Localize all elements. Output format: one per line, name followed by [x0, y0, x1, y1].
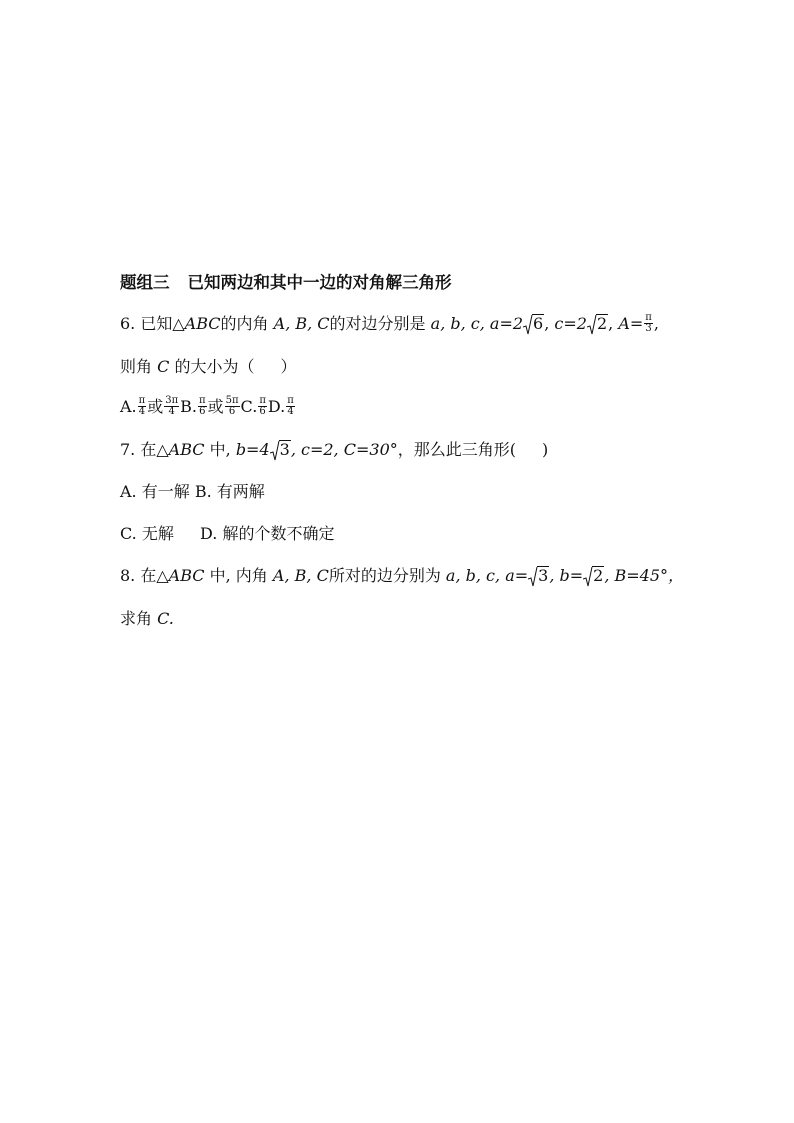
question-6-options: [120, 397, 296, 418]
q7-option-D: D. 解的个数不确定: [200, 524, 335, 543]
q8-angles: A, B, C: [272, 566, 329, 585]
frac-num: π: [259, 395, 266, 406]
question-8-line-1: [120, 566, 684, 586]
frac-num: 3π: [165, 395, 179, 406]
q6-A-fraction: [644, 313, 653, 334]
q6-option-B-frac2: [225, 396, 240, 417]
q6-option-A-frac2: [164, 396, 179, 417]
q6-option-A-frac1: [138, 396, 147, 417]
section-heading: [120, 273, 452, 293]
q6-line2-C: C: [157, 357, 170, 376]
q6-option-B-frac1: [198, 396, 207, 417]
q7-c-eq: , c=2,: [290, 440, 339, 459]
frac-den: 4: [138, 406, 146, 417]
q7-C-eq: C=30°: [343, 440, 398, 459]
q7-option-A: A. 有一解: [120, 482, 190, 501]
frac-den: 6: [228, 406, 236, 417]
q7-b-sqrt: [270, 440, 291, 460]
q7-number: 7.: [120, 440, 136, 459]
q8-text-b: 中, 内角: [209, 566, 268, 585]
question-7-options-row-1: [120, 482, 265, 502]
q6-c-radicand: 2: [596, 314, 608, 333]
q8-a-radicand: 3: [538, 566, 549, 585]
question-6-line-2: [120, 357, 296, 377]
q6-option-A-label: A.: [120, 397, 137, 416]
q6-a-radicand: 6: [533, 314, 544, 333]
q6-line2-a: 则角: [120, 357, 153, 376]
question-7-options-row-2: [120, 524, 334, 544]
frac-num: π: [287, 395, 294, 406]
frac-den: 4: [168, 406, 175, 417]
q8-number: 8.: [120, 566, 136, 585]
q6-text-c: 的对边分别是: [329, 314, 426, 333]
q8-a-sqrt: [528, 566, 549, 586]
q8-text-a: 在△: [140, 566, 169, 585]
q7-text-d: ): [542, 440, 549, 459]
q7-triangle: ABC: [168, 440, 205, 459]
frac-den: 6: [259, 406, 266, 417]
question-8-line-2: [120, 609, 174, 629]
frac-den: 4: [287, 406, 294, 417]
q7-option-C: C. 无解: [120, 524, 174, 543]
q6-angles: A, B, C: [273, 314, 330, 333]
q6-A-den: 3: [645, 323, 652, 334]
q6-a-eq: a=2: [489, 314, 524, 333]
q6-triangle: ABC: [184, 314, 221, 333]
q6-c-sqrt: [587, 314, 608, 334]
frac-den: 6: [199, 406, 206, 417]
q8-line2: 求角: [120, 609, 153, 628]
q6-number: 6.: [120, 314, 136, 333]
frac-num: π: [138, 395, 146, 406]
q6-c-eq: c=2: [554, 314, 587, 333]
frac-num: π: [199, 395, 206, 406]
q8-B-eq: , B=45°，: [604, 566, 685, 585]
q8-triangle: ABC: [168, 566, 205, 585]
q8-b-sqrt: [583, 566, 604, 586]
q7-b-radicand: 3: [279, 440, 290, 459]
q8-b-radicand: 2: [593, 566, 604, 585]
section-title: 已知两边和其中一边的对角解三角形: [187, 273, 452, 292]
q8-text-c: 所对的边分别为: [328, 566, 441, 585]
q6-line2-b: 的大小为（: [174, 357, 255, 376]
q6-option-A-or: 或: [147, 397, 164, 416]
q8-sides: a, b, c,: [445, 566, 501, 585]
q8-line2-C: C.: [157, 609, 174, 628]
section-label: 题组三: [120, 273, 170, 292]
q7-text-c: ，那么此三角形(: [397, 440, 516, 459]
q6-a-sqrt: [523, 314, 544, 334]
q6-text-a: 已知△: [140, 314, 185, 333]
q7-option-B: B. 有两解: [194, 482, 265, 501]
q6-option-B-label: B.: [180, 397, 198, 416]
q6-option-B-or: 或: [207, 397, 224, 416]
q6-text-b: 的内角: [220, 314, 269, 333]
question-7-line-1: [120, 440, 548, 460]
q7-b-eq: b=4: [235, 440, 270, 459]
q6-line2-c: ）: [280, 357, 297, 376]
q6-option-D-frac: [286, 396, 295, 417]
q7-text-b: 中,: [209, 440, 231, 459]
q8-a-eq: a=: [505, 566, 529, 585]
q6-option-C-label: C.: [240, 397, 258, 416]
q6-A-eq: A=: [618, 314, 644, 333]
question-6-line-1: 6. 已知△ABC的内角 A, B, C的对边分别是 a, b, c, a=2 6, c=2 2, A= $\frac{\pi}{3}$ ,: [120, 312, 659, 334]
q6-option-D-label: D.: [267, 397, 286, 416]
q8-b-eq: , b=: [549, 566, 584, 585]
frac-num: 5π: [225, 395, 239, 406]
q6-sides: a, b, c,: [430, 314, 485, 333]
q6-A-num: π: [645, 312, 652, 323]
q6-option-C-frac: [258, 396, 267, 417]
q7-text-a: 在△: [140, 440, 169, 459]
